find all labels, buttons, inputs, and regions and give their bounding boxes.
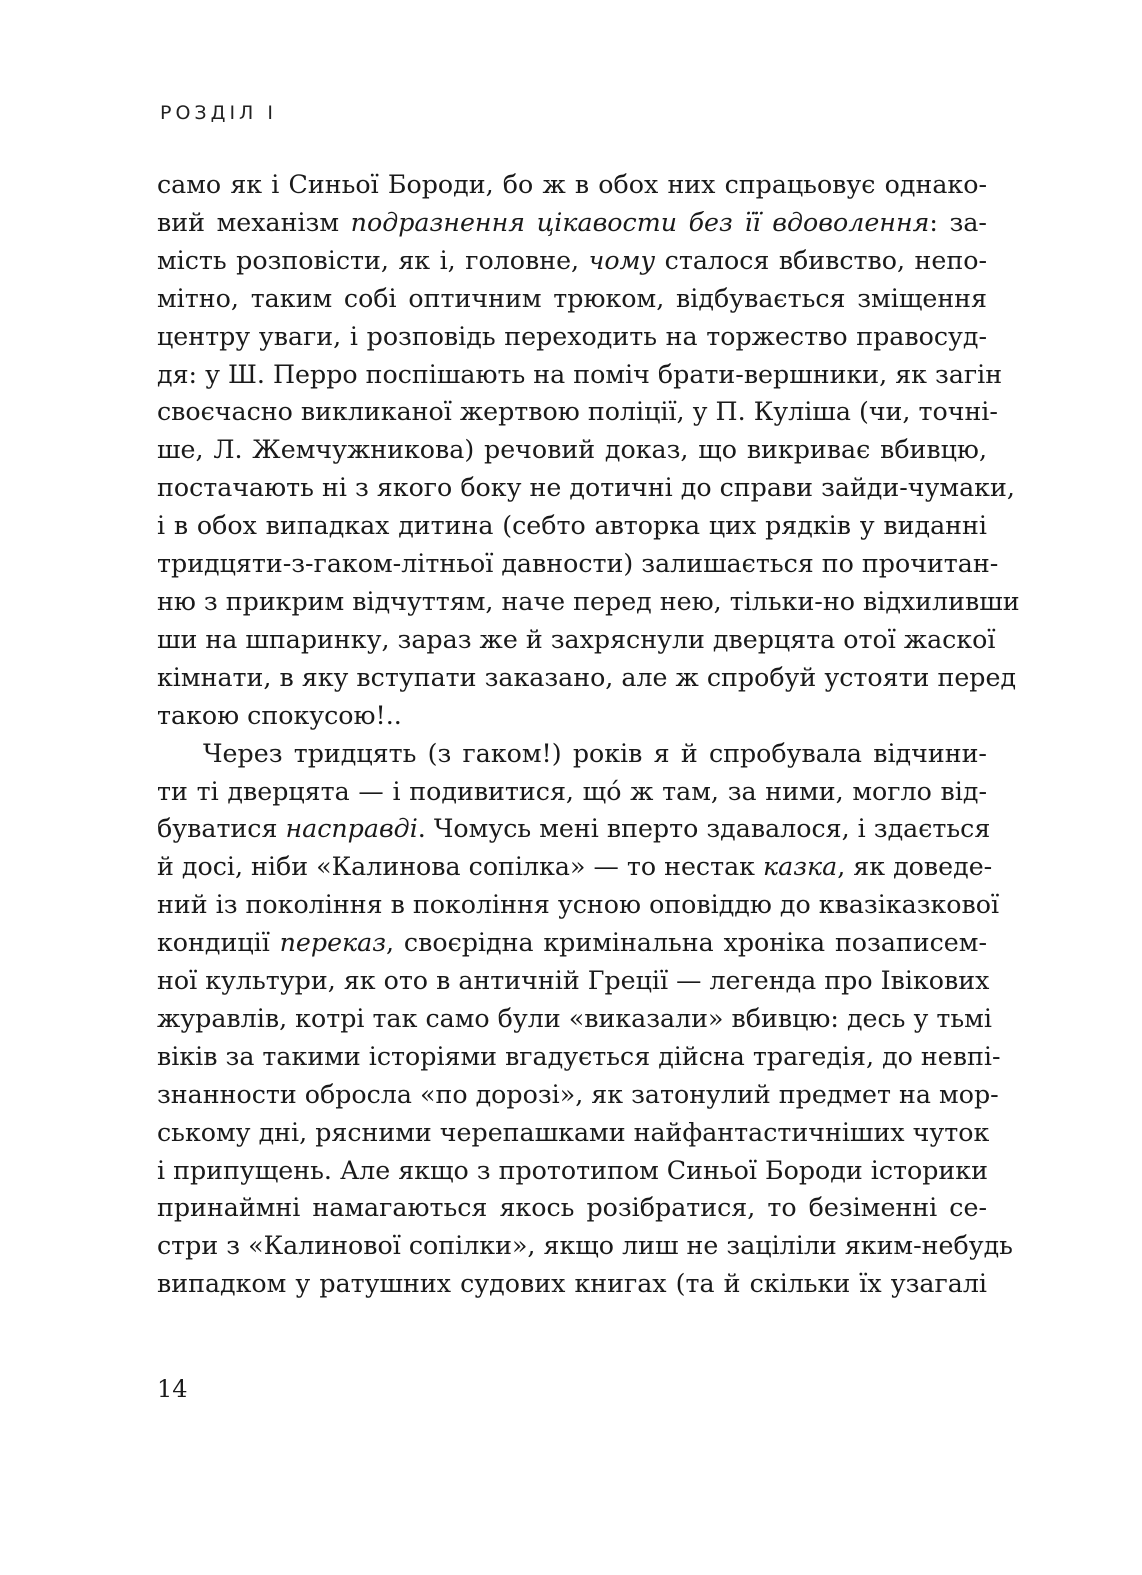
text-run: : за- (929, 207, 987, 237)
italic-emphasis: подразнення цікавости без її вдоволення (350, 207, 930, 237)
text-run: . Чомусь мені вперто здавалося, і здається (417, 814, 991, 844)
text-line (157, 810, 991, 848)
text-line: віків за такими історіями вгадується дійсна трагедія, до невпі- (157, 1041, 1001, 1071)
text-line: ському дні, рясними черепашками найфантастичніших чуток (157, 1117, 990, 1147)
text-line: стри з «Калинової сопілки», якщо лиш не заціліли яким-небудь (157, 1231, 1013, 1261)
text-line: своєчасно викликаної жертвою поліції, у П. Куліша (чи, точні- (157, 397, 998, 427)
paragraph-2 (157, 735, 1013, 1304)
text-line: Через тридцять (з гаком!) років я й спробувала відчини- (203, 738, 987, 768)
text-line: ти ті дверцята — і подивитися, щó ж там, за ними, могло від- (157, 776, 987, 806)
text-run: вий механізм (157, 207, 351, 237)
italic-emphasis: чому (588, 245, 656, 275)
text-line (157, 204, 987, 242)
text-line: тридцяти-з-гаком-літньої давности) залишається по прочитан- (157, 549, 999, 579)
text-line (157, 242, 987, 280)
text-line: ши на шпаринку, зараз же й захряснули дверцята отої жаскої (157, 624, 996, 654)
text-line: ної культури, як ото в античній Греції — легенда про Івікових (157, 966, 990, 996)
text-line: ний із покоління в покоління усною оповіддю до квазіказкової (157, 890, 1000, 920)
text-line: центру уваги, і розповідь переходить на торжество правосуд- (157, 321, 987, 351)
text-run: , своєрідна кримінальна хроніка позаписем- (386, 928, 987, 958)
text-line: і припущень. Але якщо з прототипом Синьої Бороди історики (157, 1155, 988, 1185)
text-line: і в обох випадках дитина (себто авторка цих рядків у виданні (157, 511, 987, 541)
text-line: випадком у ратушних судових книгах (та й скільки їх узагалі (157, 1269, 987, 1299)
text-run: кондиції (157, 928, 280, 958)
text-run: сталося вбивство, непо- (655, 245, 988, 275)
page-number: 14 (157, 1375, 188, 1403)
text-line (157, 848, 993, 886)
text-run: мість розповісти, як і, головне, (157, 245, 589, 275)
running-head: РОЗДІЛ І (160, 102, 277, 124)
text-line: кімнати, в яку вступати заказано, але ж спробуй устояти перед (157, 662, 1017, 692)
italic-emphasis: насправді (285, 814, 418, 844)
text-line: ше, Л. Жемчужникова) речовий доказ, що викриває вбивцю, (157, 435, 987, 465)
text-line: такою спокусою!.. (157, 700, 402, 730)
text-line: мітно, таким собі оптичним трюком, відбувається зміщення (157, 283, 987, 313)
text-line: само як і Синьої Бороди, бо ж в обох них спрацьовує однако- (157, 170, 987, 199)
text-line (157, 924, 987, 962)
text-line: принаймні намагаються якось розібратися, то безіменні се- (157, 1193, 987, 1223)
text-run: , як доведе- (837, 852, 993, 882)
italic-emphasis: переказ (279, 928, 387, 958)
text-run: й досі, ніби «Калинова сопілка» — то нестак (157, 852, 764, 882)
text-line: дя: у Ш. Перро поспішають на поміч брати-вершники, як загін (157, 359, 1003, 389)
text-line: журавлів, котрі так само були «виказали» вбивцю: десь у тьмі (157, 1003, 992, 1033)
text-line: ню з прикрим відчуттям, наче перед нею, тільки-но відхиливши (157, 586, 1020, 616)
text-line: постачають ні з якого боку не дотичні до справи зайди-чумаки, (157, 473, 1015, 503)
text-line: знанности обросла «по дорозі», як затонулий предмет на мор- (157, 1079, 999, 1109)
body-text (157, 166, 1020, 1303)
italic-emphasis: казка (763, 852, 838, 882)
paragraph-1 (157, 166, 1020, 735)
text-run: буватися (157, 814, 286, 844)
